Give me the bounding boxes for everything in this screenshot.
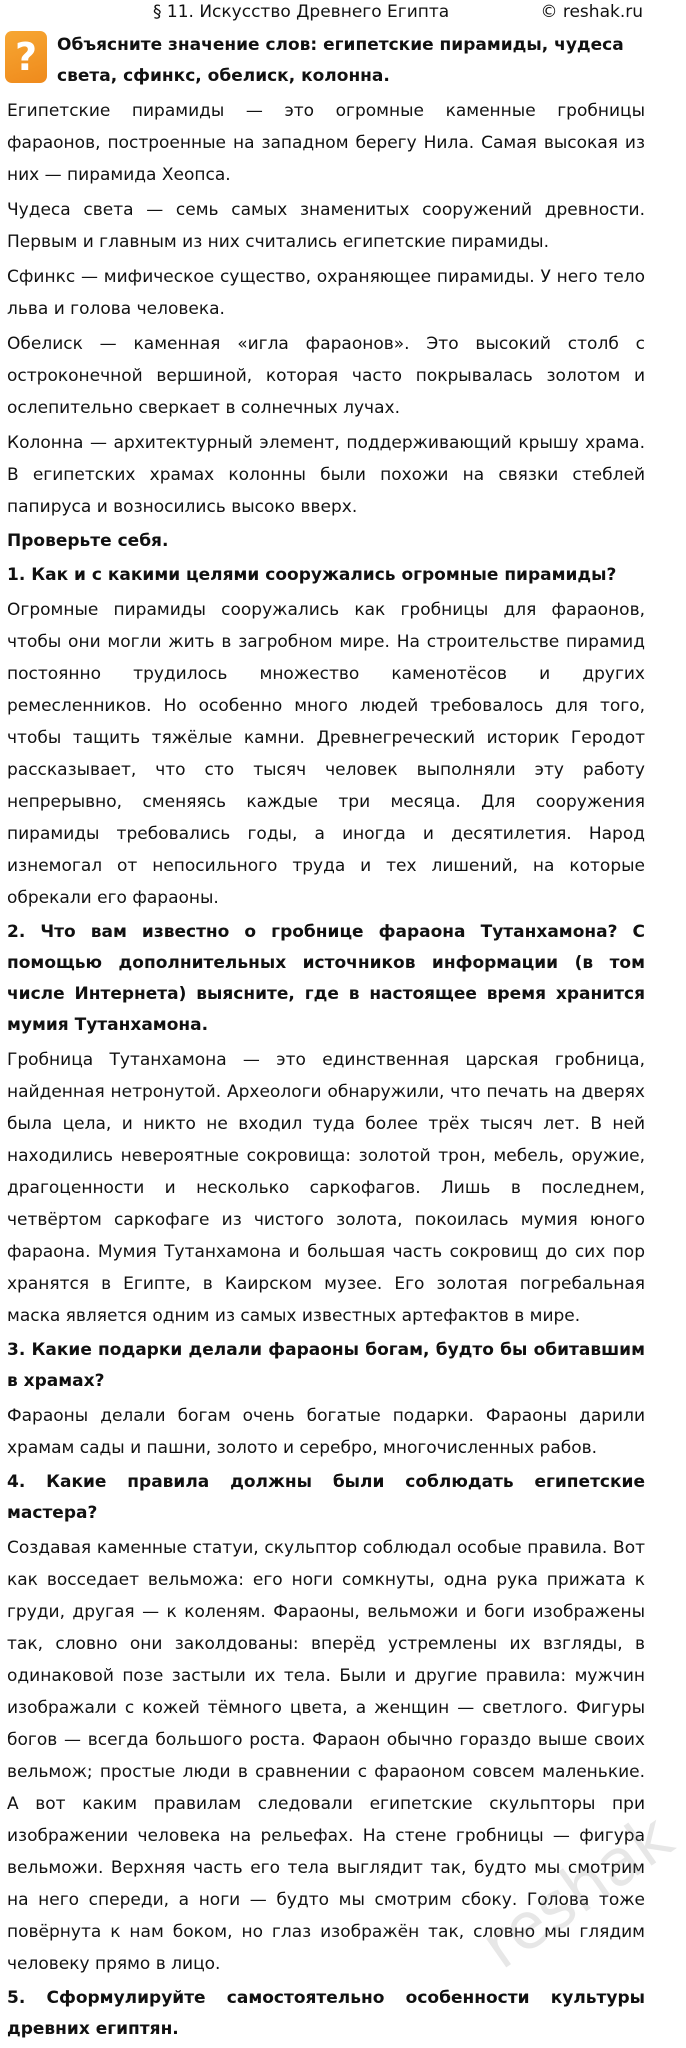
site-credit: © reshak.ru <box>540 2 643 22</box>
definition-wonders: Чудеса света — семь самых знаменитых сооружений древности. Первым и главным из них считались египетские пирамиды. <box>7 200 645 252</box>
question-5: 5. Сформулируйте самостоятельно особенности культуры древних египтян. <box>7 1988 645 2039</box>
question-1: 1. Как и с какими целями сооружались огромные пирамиды? <box>7 565 617 585</box>
question-3: 3. Какие подарки делали фараоны богам, будто бы обитавшим в храмах? <box>7 1340 645 1391</box>
answer-3: Фараоны делали богам очень богатые подарки. Фараоны дарили храмам сады и пашни, золото и серебро, многочисленных рабов. <box>7 1406 645 1458</box>
definition-column: Колонна — архитектурный элемент, поддерживающий крышу храма. В египетских храмах колонны были похожи на связки стеблей папируса и возносились высоко вверх. <box>7 433 645 517</box>
definition-pyramids: Египетские пирамиды — это огромные каменные гробницы фараонов, построенные на западном берегу Нила. Самая высокая из них — пирамида Хеопса. <box>7 101 645 185</box>
definition-sphinx: Сфинкс — мифическое существо, охраняющее пирамиды. У него тело льва и голова человека. <box>7 267 645 319</box>
answer-4: Создавая каменные статуи, скульптор соблюдал особые правила. Вот как восседает вельможа: его ноги сомкнуты, одна рука прижата к груди, другая — к коленям. Фараоны, вельможи и боги изображены так, словно они заколдованы: вперёд устремлены их взгляды, в одинаковой позе застыли их тела. Были и другие правила: мужчин изображали с кожей тёмного цвета, а женщин — светлого. Фигуры богов — всегда большого роста. Фараон обычно гораздо выше своих вельмож; простые люди в сравнении с фараоном совсем маленькие. А вот каким правилам следовали египетские скульпторы при изображении человека на рельефах. На стене гробницы — фигура вельможи. Верхняя часть его тела выглядит так, будто мы смотрим на него спереди, а ноги — будто мы смотрим сбоку. Голова тоже повёрнута к нам боком, но глаз изображён так, словно мы глядим человеку прямо в лицо. <box>7 1538 645 1974</box>
answer-2: Гробница Тутанхамона — это единственная царская гробница, найденная нетронутой. Археологи обнаружили, что печать на дверях была цела, и никто не входил туда более трёх тысяч лет. В ней находились невероятные сокровища: золотой трон, мебель, оружие, драгоценности и несколько саркофагов. Лишь в последнем, четвёртом саркофаге из чистого золота, покоилась мумия юного фараона. Мумия Тутанхамона и большая часть сокровищ до сих пор хранятся в Египте, в Каирском музее. Его золотая погребальная маска является одним из самых известных артефактов в мире. <box>7 1050 645 1326</box>
question-4: 4. Какие правила должны были соблюдать египетские мастера? <box>7 1472 645 1523</box>
task-text: Объясните значение слов: египетские пирамиды, чудеса света, сфинкс, обелиск, колонна. <box>57 35 624 86</box>
check-heading: Проверьте себя. <box>7 531 169 551</box>
document-body <box>7 30 645 2048</box>
question-mark-glyph: ? <box>14 35 38 79</box>
section-title: § 11. Искусство Древнего Египта <box>153 2 450 22</box>
site-watermark: reshak <box>468 1800 686 1984</box>
answer-1: Огромные пирамиды сооружались как гробницы для фараонов, чтобы они могли жить в загробном мире. На строительстве пирамид постоянно трудилось множество каменотёсов и других ремесленников. Но особенно много людей требовалось для того, чтобы тащить тяжёлые камни. Древнегреческий историк Геродот рассказывает, что сто тысяч человек выполняли эту работу непрерывно, сменяясь каждые три месяца. Для сооружения пирамиды требовались годы, а иногда и десятилетия. Народ изнемогал от непосильного труда и тех лишений, на которые обрекали его фараоны. <box>7 600 645 908</box>
question-2: 2. Что вам известно о гробнице фараона Тутанхамона? С помощью дополнительных источников информации (в том числе Интернета) выясните, где в настоящее время хранится мумия Тутанхамона. <box>7 922 645 1035</box>
definition-obelisk: Обелиск — каменная «игла фараонов». Это высокий столб с остроконечной вершиной, которая часто покрывалась золотом и ослепительно сверкает в солнечных лучах. <box>7 334 645 418</box>
page-header <box>0 0 650 26</box>
